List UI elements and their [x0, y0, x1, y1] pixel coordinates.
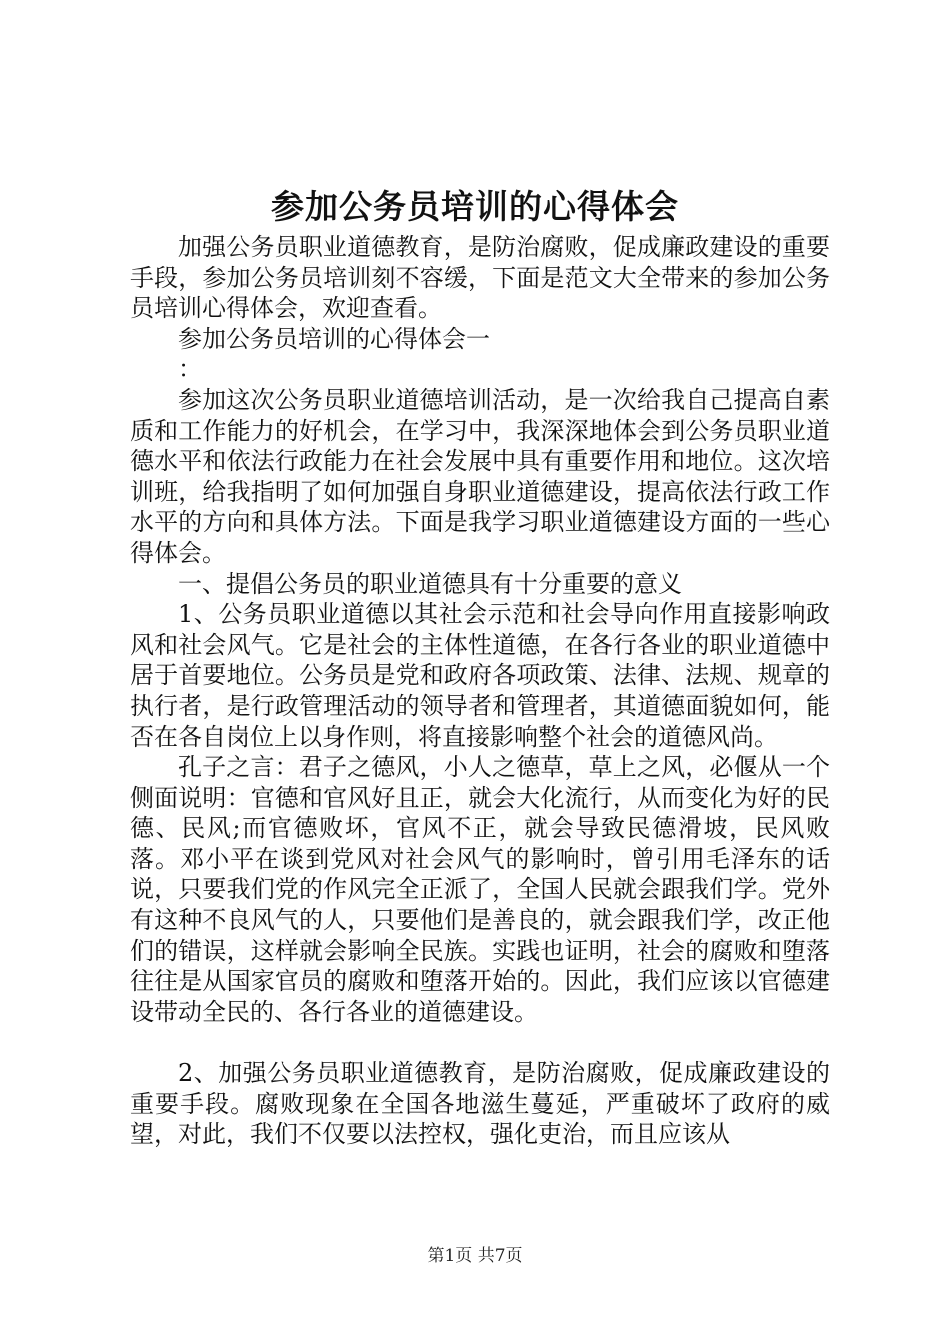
body-paragraph: 孔子之言：君子之德风，小人之德草，草上之风，必偃从一个侧面说明：官德和官风好且正，就会大化流行，从而变化为好的民德、民风;而官德败坏，官风不正，就会导致民德滑坡，民风败落。邓小平在谈到党风对社会风气的影响时，曾引用毛泽东的话说，只要我们党的作风完全正派了，全国人民就会跟我们学。党外有这种不良风气的人，只要他们是善良的，就会跟我们学，改正他们的错误，这样就会影响全民族。实践也证明，社会的腐败和堕落往往是从国家官员的腐败和堕落开始的。因此，我们应该以官德建设带动全民的、各行各业的道德建设。	[130, 753, 830, 1026]
colon-line: ：	[178, 355, 202, 384]
document-title: 参加公务员培训的心得体会	[271, 187, 679, 226]
page-footer: 第1页 共7页	[427, 1246, 523, 1266]
body-paragraph: 参加这次公务员职业道德培训活动，是一次给我自己提高自素质和工作能力的好机会，在学习中，我深深地体会到公务员职业道德水平和依法行政能力在社会发展中具有重要作用和地位。这次培训班，给我指明了如何加强自身职业道德建设，提高依法行政工作水平的方向和具体方法。下面是我学习职业道德建设方面的一些心得体会。	[130, 385, 830, 567]
body-paragraph: 1、公务员职业道德以其社会示范和社会导向作用直接影响政风和社会风气。它是社会的主体性道德，在各行各业的职业道德中居于首要地位。公务员是党和政府各项政策、法律、法规、规章的执行者，是行政管理活动的领导者和管理者，其道德面貌如何，能否在各自岗位上以身作则，将直接影响整个社会的道德风尚。	[130, 600, 830, 751]
section-heading: 参加公务员培训的心得体会一	[178, 324, 490, 353]
intro-paragraph: 加强公务员职业道德教育，是防治腐败，促成廉政建设的重要手段，参加公务员培训刻不容缓，下面是范文大全带来的参加公务员培训心得体会，欢迎查看。	[130, 233, 830, 323]
document-body	[130, 232, 830, 1150]
paragraph-spacer	[130, 1027, 830, 1058]
body-paragraph: 2、加强公务员职业道德教育，是防治腐败，促成廉政建设的重要手段。腐败现象在全国各地滋生蔓延，严重破坏了政府的威望，对此，我们不仅要以法控权，强化吏治，而且应该从	[130, 1059, 830, 1149]
subheading: 一、提倡公务员的职业道德具有十分重要的意义	[178, 569, 682, 598]
